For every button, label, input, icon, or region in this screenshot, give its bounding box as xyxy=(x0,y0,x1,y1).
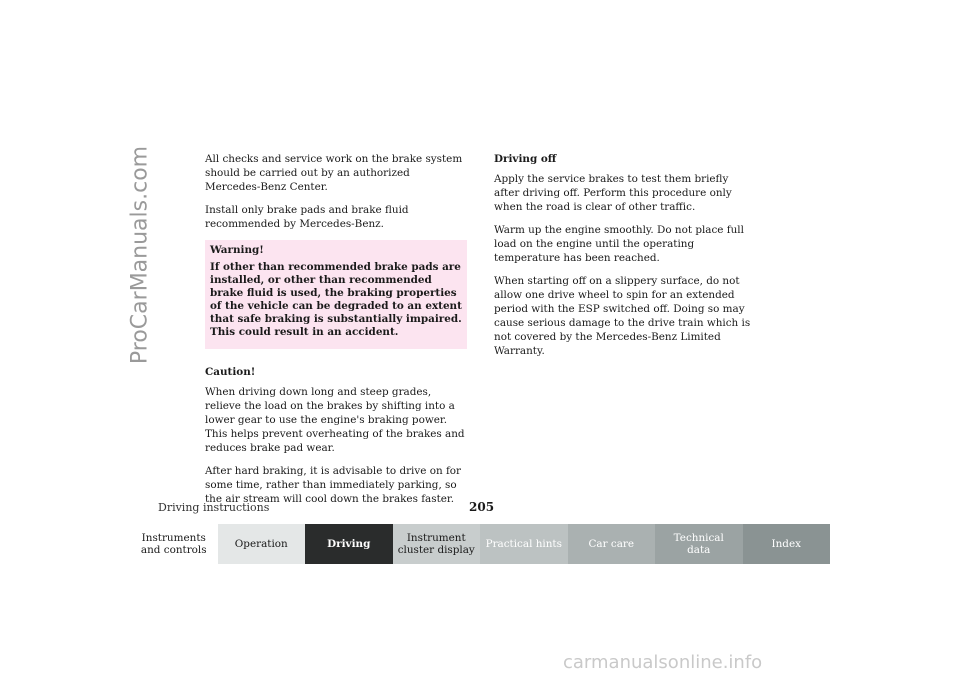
tab-driving[interactable]: Driving xyxy=(305,524,393,564)
caution-paragraph-1: When driving down long and steep grades, relieve the load on the brakes by shifting into a lower gear to use the engine's braking power. This helps prevent overheating of the brakes and reduces brake pad wear. xyxy=(205,386,465,454)
warning-title: Warning! xyxy=(210,244,264,256)
section-title: Driving instructions xyxy=(158,501,270,514)
tab-practical-hints[interactable]: Practical hints xyxy=(480,524,568,564)
driving-off-paragraph-1: Apply the service brakes to test them briefly after driving off. Perform this procedure only when the road is clear of other traffic. xyxy=(494,173,732,213)
tab-instrument-cluster-display[interactable]: Instrument cluster display xyxy=(393,524,481,564)
tab-operation[interactable]: Operation xyxy=(218,524,306,564)
brake-pads-paragraph: Install only brake pads and brake fluid recommended by Mercedes-Benz. xyxy=(205,204,409,230)
tab-index[interactable]: Index xyxy=(743,524,831,564)
warning-box xyxy=(205,240,467,349)
side-watermark: ProCarManuals.com xyxy=(127,145,153,365)
caution-paragraph-2: After hard braking, it is advisable to drive on for some time, rather than immediately parking, so the air stream will cool down the brakes faster. xyxy=(205,465,462,505)
section-tabs xyxy=(130,524,830,564)
tab-car-care[interactable]: Car care xyxy=(568,524,656,564)
bottom-watermark: carmanualsonline.info xyxy=(563,652,763,673)
left-column xyxy=(205,152,467,515)
driving-off-heading: Driving off xyxy=(494,153,557,165)
caution-title: Caution! xyxy=(205,366,256,378)
driving-off-paragraph-3: When starting off on a slippery surface, do not allow one drive wheel to spin for an extended period with the ESP switched off. Doing so may cause serious damage to the drive train which is not covered by the Mercedes-Benz Limited Warranty. xyxy=(494,275,751,357)
page-number: 205 xyxy=(469,500,495,514)
driving-off-paragraph-2: Warm up the engine smoothly. Do not place full load on the engine until the operating temperature has been reached. xyxy=(494,224,744,264)
right-column xyxy=(494,152,756,367)
tab-technical-data[interactable]: Technical data xyxy=(655,524,743,564)
warning-text: If other than recommended brake pads are installed, or other than recommended brake fluid is used, the braking properties of the vehicle can be degraded to an extent that safe braking is substantially impaired. This could result in an accident. xyxy=(210,261,462,338)
brake-service-paragraph: All checks and service work on the brake system should be carried out by an authorized Mercedes-Benz Center. xyxy=(205,153,463,193)
tab-instruments-and-controls[interactable]: Instruments and controls xyxy=(130,524,218,564)
